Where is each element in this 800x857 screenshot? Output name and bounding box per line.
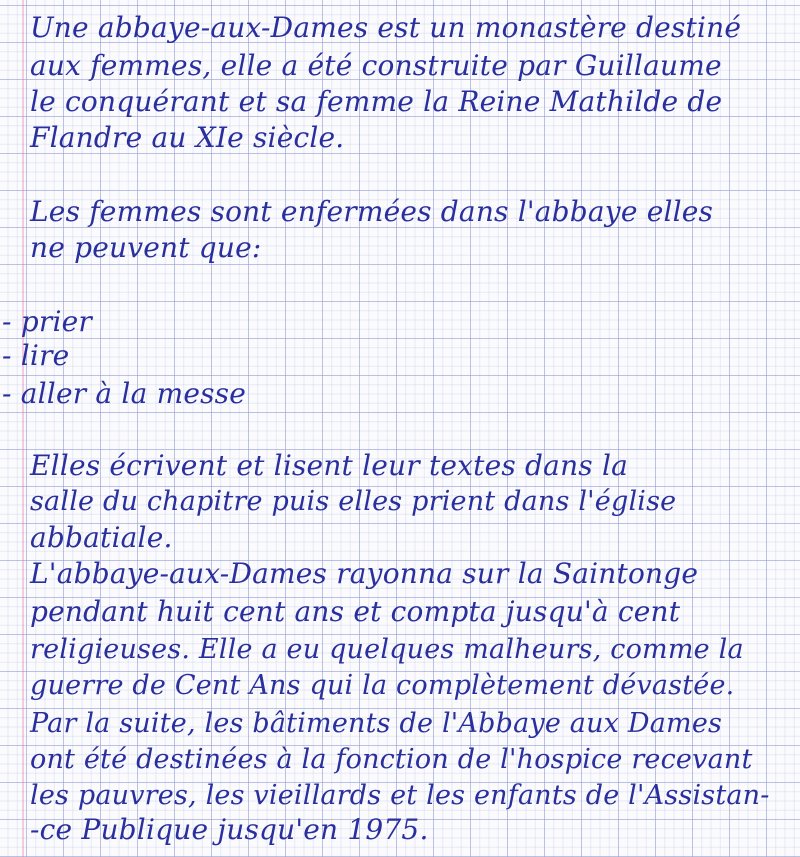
text-line: -ce Publique jusqu'en 1975. — [30, 813, 429, 846]
text-line: pendant huit cent ans et compta jusqu'à cent — [30, 595, 681, 628]
text-line: L'abbaye-aux-Dames rayonna sur la Saintonge — [30, 557, 699, 590]
text-line: le conquérant et sa femme la Reine Mathilde de — [30, 85, 723, 118]
text-line: salle du chapitre puis elles prient dans l'église — [30, 486, 677, 517]
text-line: ont été destinées à la fonction de l'hospice recevant — [30, 744, 753, 775]
text-line: abbatiale. — [30, 521, 173, 554]
list-item: - lire — [2, 339, 70, 372]
text-line: guerre de Cent Ans qui la complètement dévastée. — [30, 670, 735, 701]
text-line: aux femmes, elle a été construite par Guillaume — [30, 49, 722, 82]
text-line: Une abbaye-aux-Dames est un monastère destiné — [30, 11, 742, 44]
text-line: Les femmes sont enfermées dans l'abbaye elles — [30, 195, 714, 228]
margin-line — [22, 0, 24, 857]
text-line: Flandre au XIe siècle. — [30, 121, 345, 154]
text-line: ne peuvent que: — [30, 231, 262, 264]
list-item: - prier — [2, 305, 92, 338]
text-line: Par la suite, les bâtiments de l'Abbaye aux Dames — [30, 708, 723, 739]
text-line: Elles écrivent et lisent leur textes dans la — [30, 449, 629, 482]
text-line: les pauvres, les vieillards et les enfants de l'Assistan- — [30, 780, 770, 811]
list-item: - aller à la messe — [2, 377, 246, 410]
text-line: religieuses. Elle a eu quelques malheurs, comme la — [30, 634, 744, 665]
